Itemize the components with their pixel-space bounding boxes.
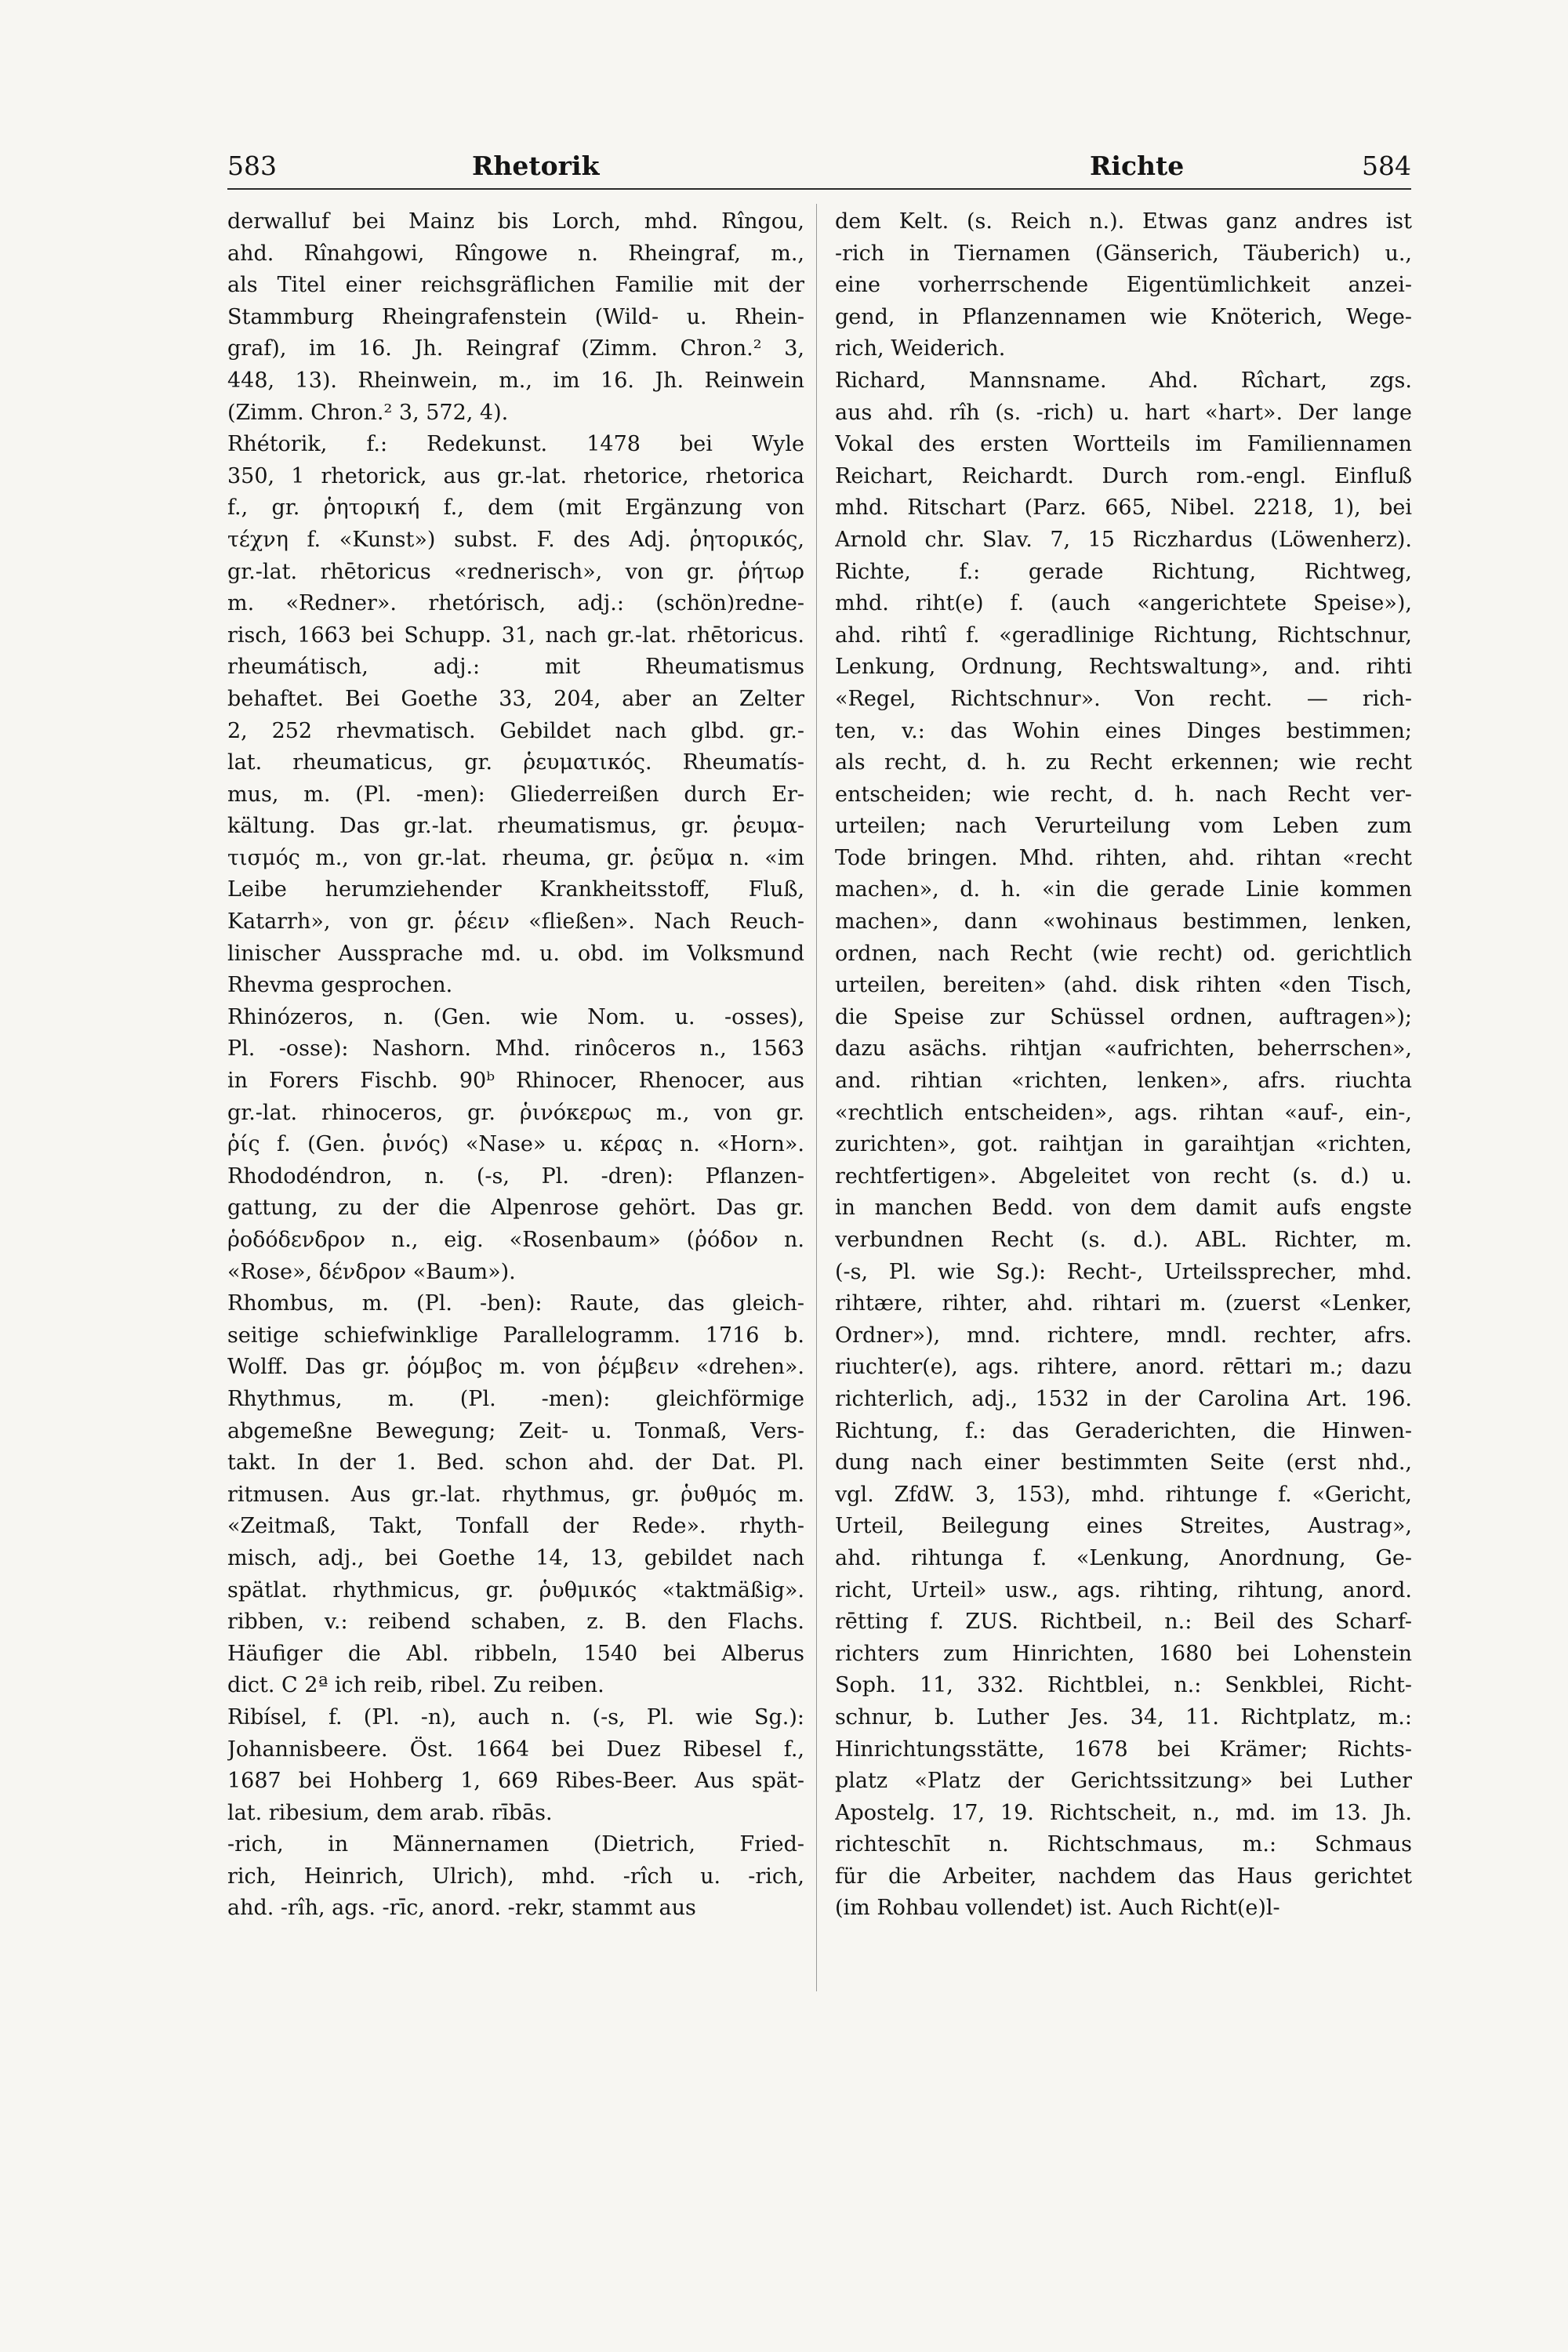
right-column-line: machen», dann «wohinaus bestimmen, lenken, [835, 909, 1412, 935]
right-column-line: Vokal des ersten Wortteils im Familiennamen [835, 432, 1412, 457]
left-column-line: Johannisbeere. Öst. 1664 bei Duez Ribesel f., [227, 1737, 804, 1762]
left-column-line: linischer Aussprache md. u. obd. im Volksmund [227, 941, 804, 966]
right-column-line: «rechtlich entscheiden», ags. rihtan «auf-, ein-, [835, 1100, 1412, 1125]
right-column-line: machen», d. h. «in die gerade Linie kommen [835, 877, 1412, 902]
right-column-line: Reichart, Reichardt. Durch rom.-engl. Einfluß [835, 463, 1412, 488]
right-column-line: richters zum Hinrichten, 1680 bei Lohenstein [835, 1641, 1412, 1666]
left-column-line: ribben, v.: reibend schaben, z. B. den Flachs. [227, 1610, 804, 1635]
right-column-line: richteschīt n. Richtschmaus, m.: Schmaus [835, 1832, 1412, 1857]
left-column-line: «Rose», δένδρον «Baum»). [227, 1259, 516, 1284]
right-column-line: verbundnen Recht (s. d.). ABL. Richter, m. [835, 1228, 1412, 1252]
left-column-line: Ribísel, f. (Pl. -n), auch n. (-s, Pl. wie Sg.): [227, 1704, 804, 1730]
right-column-line: urteilen; nach Verurteilung vom Leben zum [835, 814, 1412, 839]
left-column-line: 1687 bei Hohberg 1, 669 Ribes-Beer. Aus spät- [227, 1769, 804, 1794]
left-column-line: rich, Heinrich, Ulrich), mhd. -rîch u. -rich, [227, 1864, 804, 1889]
right-column-line: Apostelg. 17, 19. Richtscheit, n., md. im 13. Jh. [835, 1800, 1412, 1825]
header-rule [227, 188, 1411, 190]
right-column-line: mhd. riht(e) f. (auch «angerichtete Speise»), [835, 591, 1412, 616]
left-column-line: f., gr. ῥητορική f., dem (mit Ergänzung von [227, 495, 804, 521]
left-column-line: τέχνη f. «Kunst») subst. F. des Adj. ῥητορικός, [227, 527, 804, 552]
right-column-line: Soph. 11, 332. Richtblei, n.: Senkblei, Richt- [835, 1673, 1412, 1698]
right-column [835, 206, 1412, 1925]
right-column-line: Urteil, Beilegung eines Streites, Austrag», [835, 1514, 1412, 1539]
left-column-line: behaftet. Bei Goethe 33, 204, aber an Zelter [227, 686, 804, 711]
left-column-line: Rhevma gesprochen. [227, 973, 453, 998]
right-page-number: 584 [1362, 151, 1411, 181]
right-column-line: and. rihtian «richten, lenken», afrs. riuchta [835, 1069, 1412, 1094]
column-divider [816, 204, 817, 1991]
right-column-line: ten, v.: das Wohin eines Dinges bestimmen; [835, 718, 1412, 743]
left-column-line: risch, 1663 bei Schupp. 31, nach gr.-lat. rhētoricus. [227, 622, 804, 648]
left-column-line: Rhombus, m. (Pl. -ben): Raute, das gleich- [227, 1291, 804, 1316]
left-column-line: ahd. -rîh, ags. -rīc, anord. -rekr, stammt aus [227, 1896, 696, 1921]
left-column-line: ritmusen. Aus gr.-lat. rhythmus, gr. ῥυθμός m. [227, 1482, 804, 1507]
left-column-line: ahd. Rînahgowi, Rîngowe n. Rheingraf, m., [227, 241, 804, 266]
right-column-line: richt, Urteil» usw., ags. rihting, rihtung, anord. [835, 1577, 1412, 1602]
left-column-line: als Titel einer reichsgräflichen Familie mit der [227, 273, 804, 298]
right-column-line: vgl. ZfdW. 3, 153), mhd. rihtunge f. «Gericht, [835, 1482, 1412, 1507]
left-column-line: 448, 13). Rheinwein, m., im 16. Jh. Reinwein [227, 368, 804, 393]
left-column-line: rheumátisch, adj.: mit Rheumatismus [227, 655, 804, 680]
left-column-line: abgemeßne Bewegung; Zeit- u. Tonmaß, Vers- [227, 1418, 804, 1443]
left-column-line: Rhinózeros, n. (Gen. wie Nom. u. -osses), [227, 1004, 804, 1029]
left-column-line: in Forers Fischb. 90ᵇ Rhinocer, Rhenocer, aus [227, 1069, 804, 1094]
right-column-line: (-s, Pl. wie Sg.): Recht-, Urteilssprecher, mhd. [835, 1259, 1412, 1284]
right-column-line: (im Rohbau vollendet) ist. Auch Richt(e)l- [835, 1896, 1280, 1921]
left-column-line: mus, m. (Pl. -men): Gliederreißen durch Er- [227, 782, 804, 807]
right-column-line: dem Kelt. (s. Reich n.). Etwas ganz andres ist [835, 209, 1412, 234]
left-column-line: Leibe herumziehender Krankheitsstoff, Fluß, [227, 877, 804, 902]
left-column-line: 2, 252 rhevmatisch. Gebildet nach glbd. gr.- [227, 718, 804, 743]
left-column-line: τισμός m., von gr.-lat. rheuma, gr. ῥεῦμα n. «im [227, 845, 804, 870]
right-column-line: Lenkung, Ordnung, Rechtswaltung», and. rihti [835, 655, 1412, 680]
right-column-line: Hinrichtungsstätte, 1678 bei Krämer; Richts- [835, 1737, 1412, 1762]
left-column-line: Rhythmus, m. (Pl. -men): gleichförmige [227, 1386, 804, 1411]
left-running-keyword: Rhetorik [472, 151, 600, 181]
right-column-line: Richard, Mannsname. Ahd. Rîchart, zgs. [835, 368, 1412, 393]
left-column-line: ῥίς f. (Gen. ῥινός) «Nase» u. κέρας n. «Horn». [227, 1132, 804, 1157]
right-column-line: eine vorherrschende Eigentümlichkeit anzei- [835, 273, 1412, 298]
right-running-keyword: Richte [1090, 151, 1185, 181]
right-column-line: rētting f. ZUS. Richtbeil, n.: Beil des Scharf- [835, 1610, 1412, 1635]
right-column-line: Richtung, f.: das Geraderichten, die Hinwen- [835, 1418, 1412, 1443]
left-column [227, 206, 804, 1925]
right-column-line: -rich in Tiernamen (Gänserich, Täuberich) u., [835, 241, 1412, 266]
right-column-line: Ordner»), mnd. richtere, mndl. rechter, afrs. [835, 1323, 1412, 1348]
left-column-line: kältung. Das gr.-lat. rheumatismus, gr. ῥευμα- [227, 814, 804, 839]
right-column-line: dazu asächs. rihtjan «aufrichten, beherrschen», [835, 1036, 1412, 1062]
right-column-line: ahd. rihtî f. «geradlinige Richtung, Richtschnur, [835, 622, 1412, 648]
right-column-line: gend, in Pflanzennamen wie Knöterich, Wege- [835, 304, 1412, 329]
left-column-line: lat. rheumaticus, gr. ῥευματικός. Rheumatís- [227, 750, 804, 775]
left-column-line: -rich, in Männernamen (Dietrich, Fried- [227, 1832, 804, 1857]
left-column-line: Katarrh», von gr. ῥέειν «fließen». Nach Reuch- [227, 909, 804, 935]
left-column-line: takt. In der 1. Bed. schon ahd. der Dat. Pl. [227, 1450, 804, 1475]
running-head [0, 151, 1568, 182]
left-column-line: graf), im 16. Jh. Reingraf (Zimm. Chron.² 3, [227, 336, 804, 361]
right-column-line: urteilen, bereiten» (ahd. disk rihten «den Tisch, [835, 973, 1412, 998]
right-column-line: die Speise zur Schüssel ordnen, auftragen»); [835, 1004, 1412, 1029]
left-column-line: lat. ribesium, dem arab. rībās. [227, 1800, 553, 1825]
left-column-line: gattung, zu der die Alpenrose gehört. Das gr. [227, 1196, 804, 1221]
right-column-line: für die Arbeiter, nachdem das Haus gerichtet [835, 1864, 1412, 1889]
right-column-line: rihtære, rihter, ahd. rihtari m. (zuerst «Lenker, [835, 1291, 1412, 1316]
left-column-line: derwalluf bei Mainz bis Lorch, mhd. Rîngou, [227, 209, 804, 234]
right-column-line: aus ahd. rîh (s. -rich) u. hart «hart». Der lange [835, 400, 1412, 425]
right-column-line: entscheiden; wie recht, d. h. nach Recht ver- [835, 782, 1412, 807]
left-column-line: 350, 1 rhetorick, aus gr.-lat. rhetorice, rhetorica [227, 463, 804, 488]
right-column-line: ordnen, nach Recht (wie recht) od. gerichtlich [835, 941, 1412, 966]
right-column-line: in manchen Bedd. von dem damit aufs engste [835, 1196, 1412, 1221]
right-column-line: rechtfertigen». Abgeleitet von recht (s. d.) u. [835, 1163, 1412, 1189]
right-column-line: rich, Weiderich. [835, 336, 1006, 361]
left-column-line: Stammburg Rheingrafenstein (Wild- u. Rhein- [227, 304, 804, 329]
left-column-line: (Zimm. Chron.² 3, 572, 4). [227, 400, 509, 425]
right-column-line: Tode bringen. Mhd. rihten, ahd. rihtan «recht [835, 845, 1412, 870]
left-column-line: Häufiger die Abl. ribbeln, 1540 bei Alberus [227, 1641, 804, 1666]
right-column-line: mhd. Ritschart (Parz. 665, Nibel. 2218, 1), bei [835, 495, 1412, 521]
left-column-line: misch, adj., bei Goethe 14, 13, gebildet nach [227, 1545, 804, 1570]
left-column-line: «Zeitmaß, Takt, Tonfall der Rede». rhyth- [227, 1514, 804, 1539]
left-column-line: gr.-lat. rhētoricus «rednerisch», von gr. ῥήτωρ [227, 559, 804, 584]
right-column-line: zurichten», got. raihtjan in garaihtjan «richten, [835, 1132, 1412, 1157]
left-page-number: 583 [227, 151, 277, 181]
left-column-line: seitige schiefwinklige Parallelogramm. 1716 b. [227, 1323, 804, 1348]
right-column-line: riuchter(e), ags. rihtere, anord. rēttari m.; dazu [835, 1355, 1412, 1380]
left-column-line: Pl. -osse): Nashorn. Mhd. rinôceros n., 1563 [227, 1036, 804, 1062]
left-column-line: spätlat. rhythmicus, gr. ῥυθμικός «taktmäßig». [227, 1577, 804, 1602]
right-column-line: Arnold chr. Slav. 7, 15 Riczhardus (Löwenherz). [835, 527, 1412, 552]
right-column-line: schnur, b. Luther Jes. 34, 11. Richtplatz, m.: [835, 1704, 1412, 1730]
left-column-line: gr.-lat. rhinoceros, gr. ῥινόκερως m., von gr. [227, 1100, 804, 1125]
right-column-line: Richte, f.: gerade Richtung, Richtweg, [835, 559, 1412, 584]
right-column-line: «Regel, Richtschnur». Von recht. — rich- [835, 686, 1412, 711]
left-column-line: m. «Redner». rhetórisch, adj.: (schön)redne- [227, 591, 804, 616]
left-column-line: Rhododéndron, n. (-s, Pl. -dren): Pflanzen- [227, 1163, 804, 1189]
left-column-line: ῥοδόδενδρον n., eig. «Rosenbaum» (ῥόδον n. [227, 1228, 804, 1252]
right-column-line: richterlich, adj., 1532 in der Carolina Art. 196. [835, 1386, 1412, 1411]
right-column-line: ahd. rihtunga f. «Lenkung, Anordnung, Ge- [835, 1545, 1412, 1570]
right-column-line: dung nach einer bestimmten Seite (erst nhd., [835, 1450, 1412, 1475]
right-column-line: platz «Platz der Gerichtssitzung» bei Luther [835, 1769, 1412, 1794]
right-column-line: als recht, d. h. zu Recht erkennen; wie recht [835, 750, 1412, 775]
left-column-line: Rhétorik, f.: Redekunst. 1478 bei Wyle [227, 432, 804, 457]
left-column-line: dict. C 2ª ich reib, ribel. Zu reiben. [227, 1673, 604, 1698]
left-column-line: Wolff. Das gr. ῥόμβος m. von ῥέμβειν «drehen». [227, 1355, 804, 1380]
